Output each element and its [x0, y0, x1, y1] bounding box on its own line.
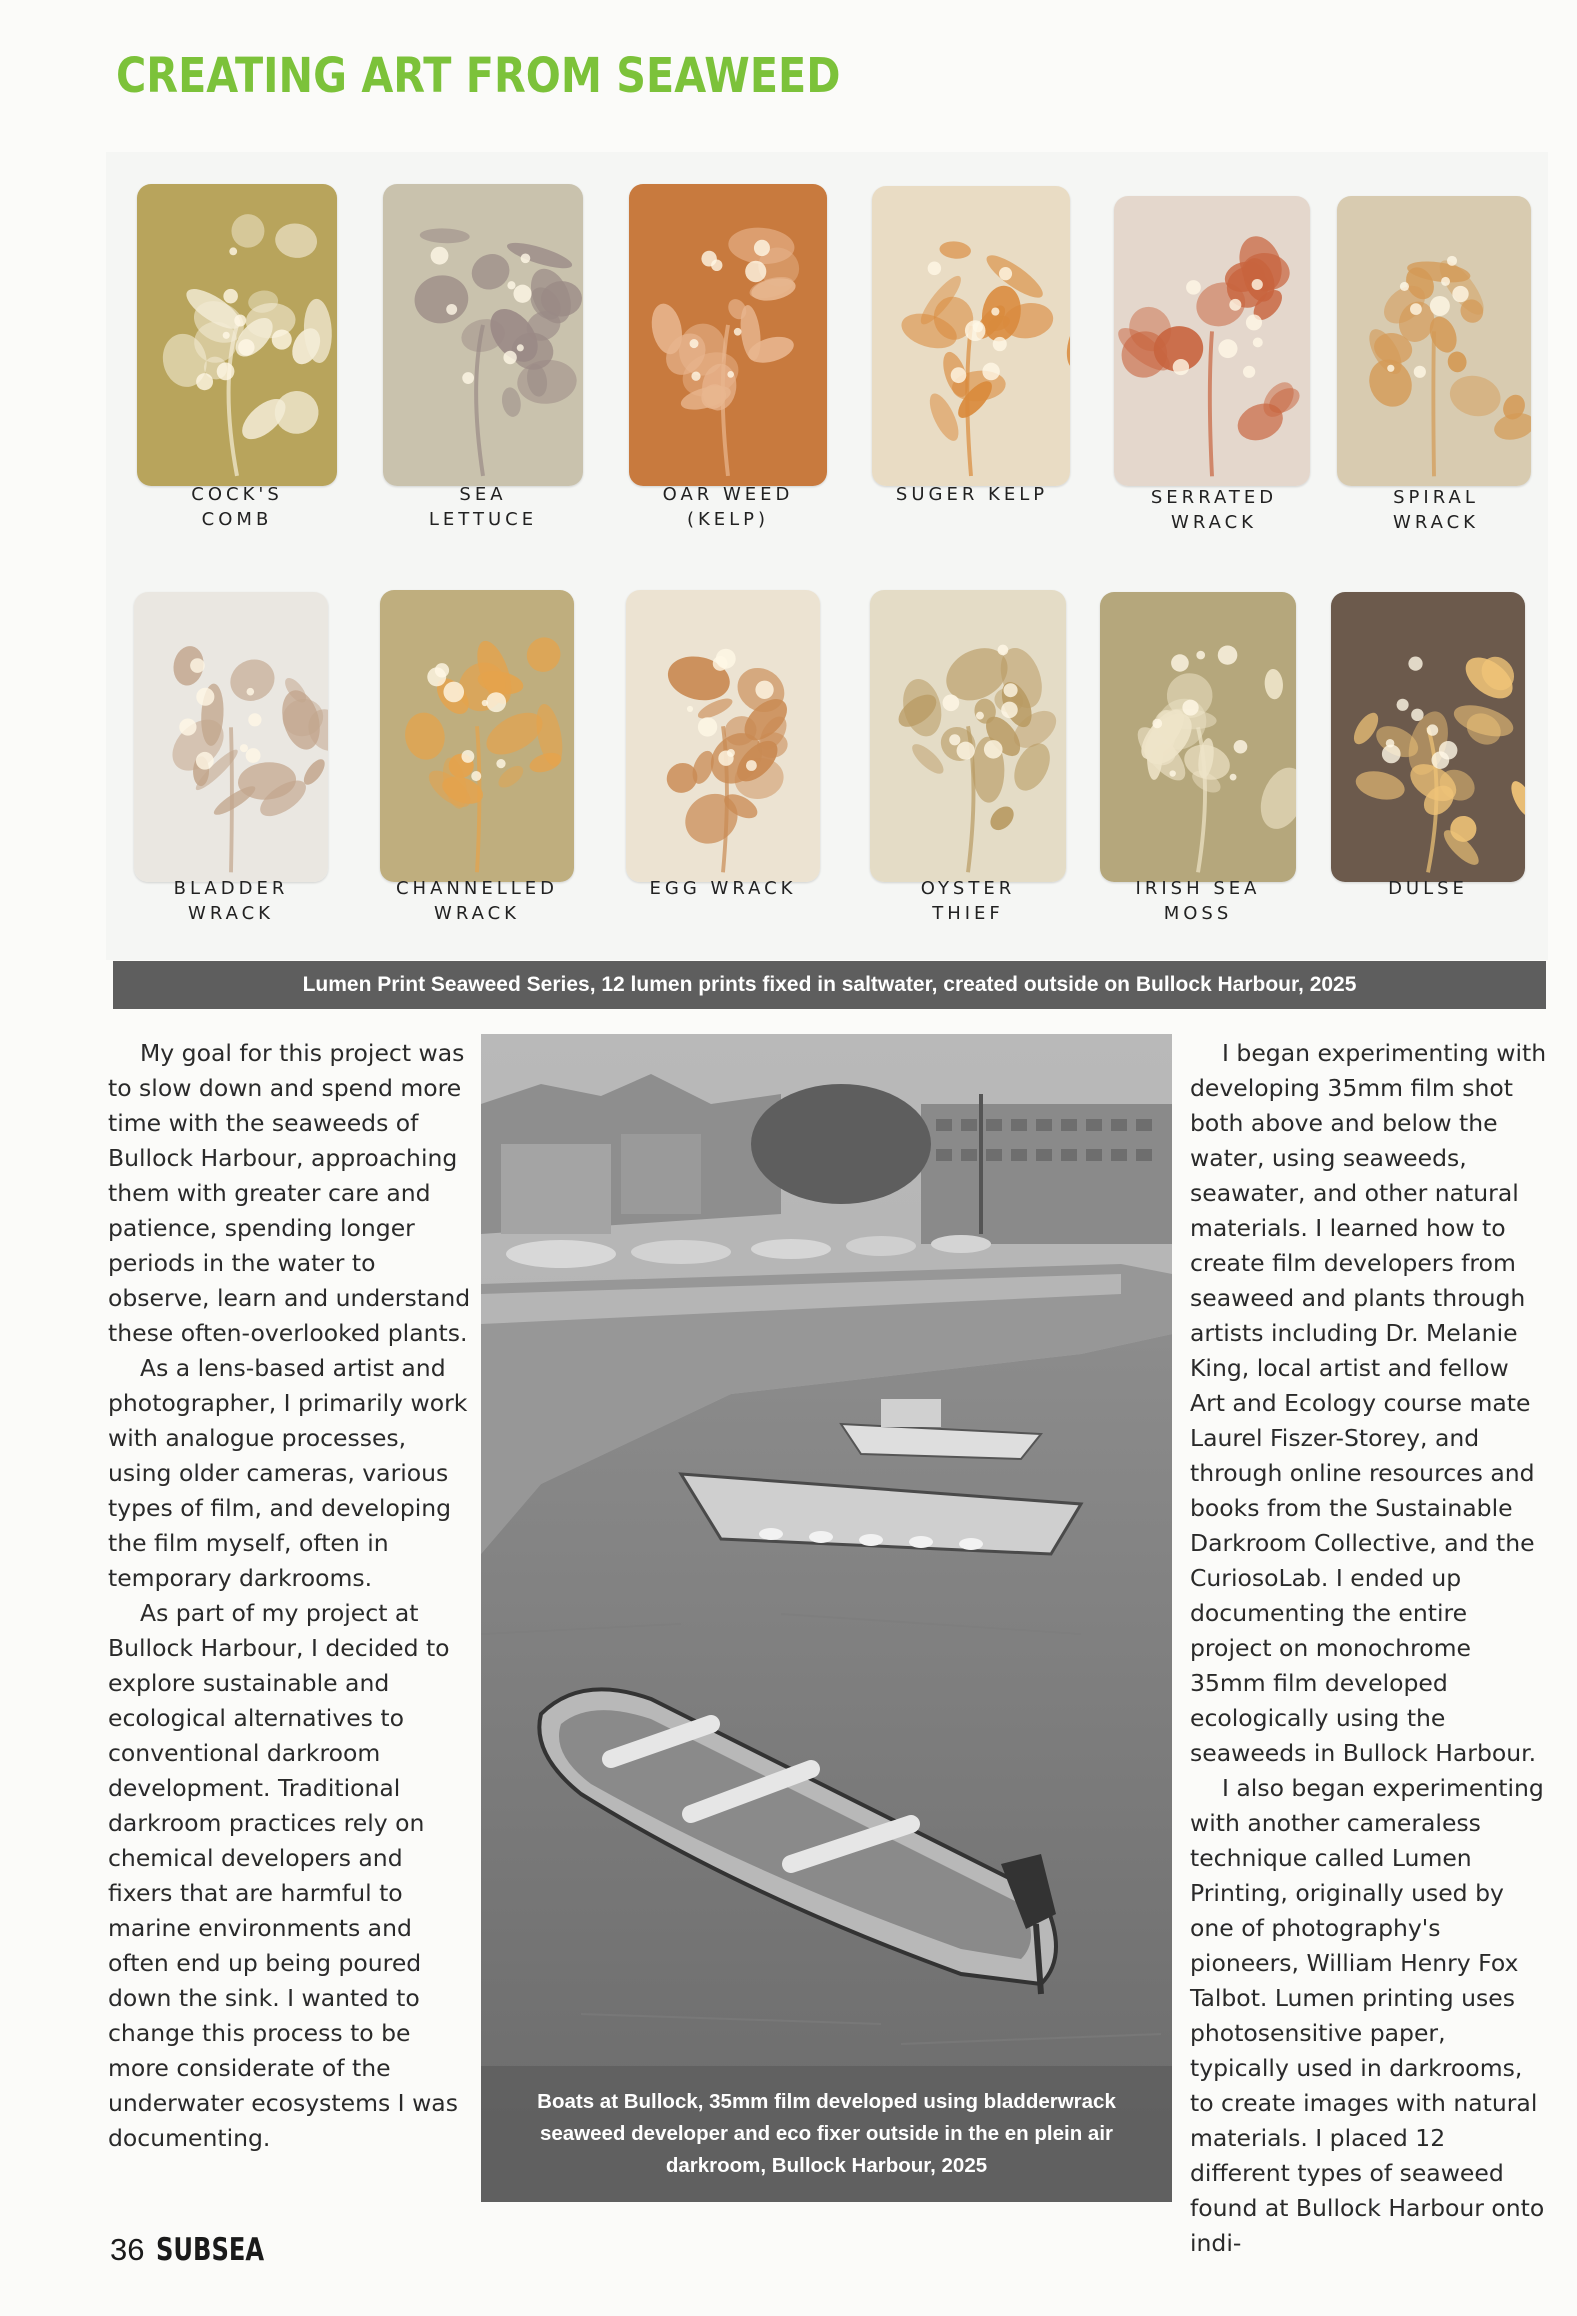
gallery-caption: Lumen Print Seaweed Series, 12 lumen prints fixed in saltwater, created outside on Bullock Harbour, 2025 — [113, 961, 1546, 1009]
harbour-boats-photo — [481, 1034, 1172, 2202]
tile-suger-kelp — [872, 186, 1070, 486]
seaweed-print-sea-lettuce — [383, 184, 583, 486]
tile-irish-sea-moss — [1100, 592, 1296, 882]
right-paragraph-1: I began experimenting with developing 35mm film shot both above and below the water, using seaweeds, seawater, and other natural materials. I learned how to create film developers from seaweed and plants through artists including Dr. Melanie King, local artist and fellow Art and Ecology course mate Laurel Fiszer-Storey, and through online resources and books from the Sustainable Darkroom Collective, and the CuriosoLab. I ended up documenting the entire project on monochrome 35mm film developed ecologically using the seaweeds in Bullock Harbour. — [1190, 1039, 1547, 1767]
seaweed-print-oar-weed — [629, 184, 827, 486]
label-oar-weed: OAR WEED (KELP) — [662, 484, 794, 530]
left-text-column — [108, 1036, 472, 2156]
tile-oyster-thief — [870, 590, 1066, 882]
left-paragraph-3: As part of my project at Bullock Harbour, I decided to explore sustainable and ecological alternatives to conventional darkroom development. Traditional darkroom practices rely on chemical developers and fixers that are harmful to marine environments and often end up being poured down the sink. I wanted to change this process to be more considerate of the underwater ecosystems I was documenting. — [108, 1599, 458, 2152]
tile-bladder-wrack — [134, 592, 328, 882]
seaweed-print-oyster-thief — [870, 590, 1066, 882]
tile-oar-weed — [629, 184, 827, 486]
tile-serrated-wrack — [1114, 196, 1310, 486]
tile-channelled-wrack — [380, 590, 574, 882]
label-serrated-wrack: SERRATED WRACK — [1150, 487, 1278, 533]
seaweed-print-serrated-wrack — [1114, 196, 1310, 486]
label-egg-wrack: EGG WRACK — [649, 878, 797, 899]
label-oyster-thief: OYSTER THIEF — [920, 878, 1016, 924]
label-channelled-wrack: CHANNELLED WRACK — [395, 878, 559, 924]
tile-egg-wrack — [626, 590, 820, 882]
page-number: 36 — [110, 2232, 145, 2267]
label-irish-sea-moss: IRISH SEA MOSS — [1135, 878, 1261, 924]
label-sea-lettuce: SEA LETTUCE — [428, 484, 538, 530]
seaweed-print-spiral-wrack — [1337, 196, 1531, 486]
label-cocks-comb: COCK'S COMB — [191, 484, 283, 530]
lumen-print-gallery — [106, 152, 1548, 960]
label-bladder-wrack: BLADDER WRACK — [173, 878, 289, 924]
left-paragraph-2: As a lens-based artist and photographer, I primarily work with analogue processes, using older cameras, various types of film, and developing the film myself, often in temporary darkrooms. — [108, 1354, 468, 1592]
tile-cocks-comb — [137, 184, 337, 486]
seaweed-print-irish-sea-moss — [1100, 592, 1296, 882]
seaweed-print-egg-wrack — [626, 590, 820, 882]
article-title: CREATING ART FROM SEAWEED — [116, 48, 841, 104]
tile-spiral-wrack — [1337, 196, 1531, 486]
seaweed-print-channelled-wrack — [380, 590, 574, 882]
label-spiral-wrack: SPIRAL WRACK — [1393, 487, 1479, 533]
photo-caption: Boats at Bullock, 35mm film developed using bladderwrack seaweed developer and eco fixer outside in the en plein air darkroom, Bullock Harbour, 2025 — [481, 2066, 1172, 2202]
page-footer — [110, 2232, 295, 2268]
left-paragraph-1: My goal for this project was to slow down and spend more time with the seaweeds of Bullock Harbour, approaching them with greater care and patience, spending longer periods in the water to observe, learn and understand these often-overlooked plants. — [108, 1039, 471, 1347]
seaweed-print-suger-kelp — [872, 186, 1070, 486]
seaweed-print-bladder-wrack — [134, 592, 328, 882]
right-paragraph-2: I also began experimenting with another cameraless technique called Lumen Printing, originally used by one of photography's pioneers, William Henry Fox Talbot. Lumen printing uses photosensitive paper, typically used in darkrooms, to create images with natural materials. I placed 12 different types of seaweed found at Bullock Harbour onto indi- — [1190, 1774, 1545, 2257]
seaweed-print-dulse — [1331, 592, 1525, 882]
label-suger-kelp: SUGER KELP — [895, 484, 1049, 505]
right-text-column — [1190, 1036, 1548, 2261]
label-dulse: DULSE — [1388, 878, 1468, 899]
tile-sea-lettuce — [383, 184, 583, 486]
magazine-brand: SUBSEA — [156, 2232, 265, 2268]
tile-dulse — [1331, 592, 1525, 882]
seaweed-print-cocks-comb — [137, 184, 337, 486]
